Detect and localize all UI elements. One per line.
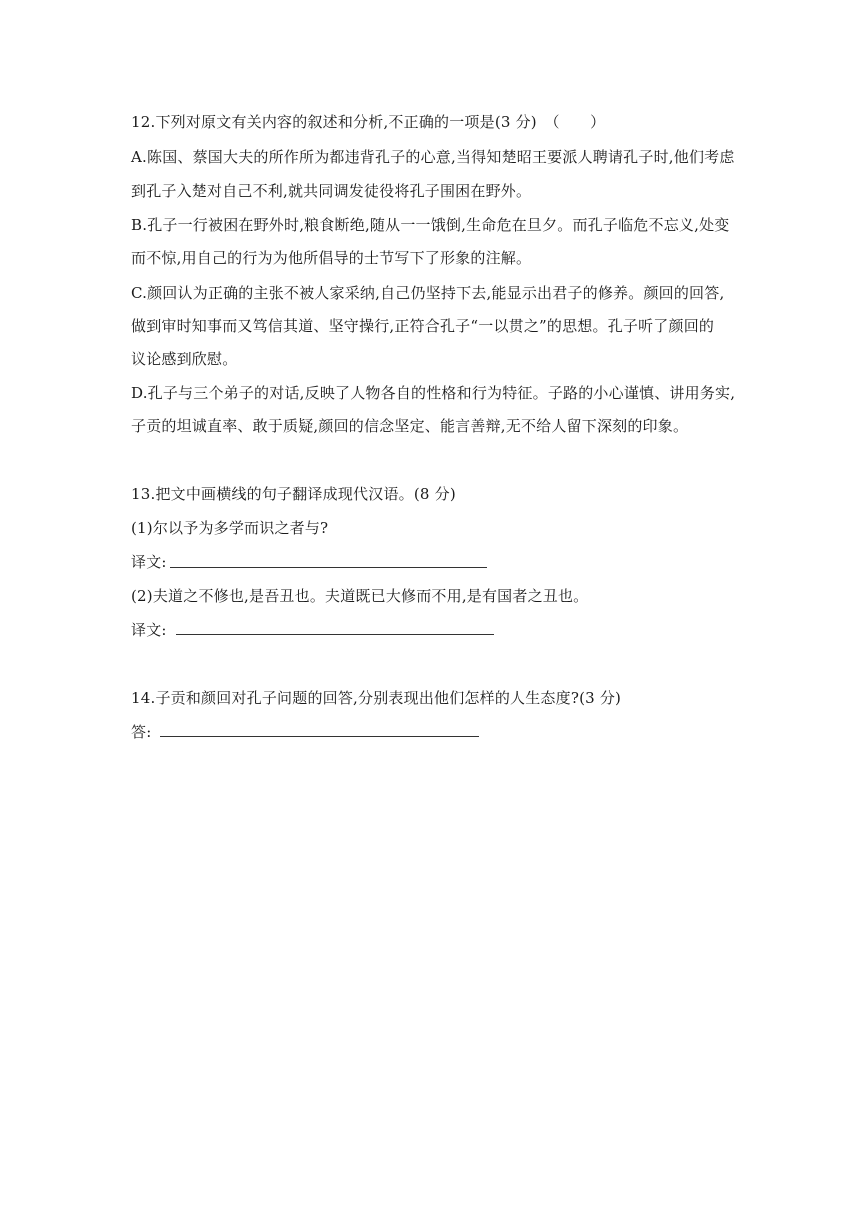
q12-option-d-line2: 子贡的坦诚直率、敢于质疑,颜回的信念坚定、能言善辩,无不给人留下深刻的印象。 xyxy=(131,417,689,435)
q13-answer-line-2[interactable] xyxy=(176,634,494,635)
q13-translation-label-1: 译文: xyxy=(131,553,167,571)
q12-option-a-line1: A.陈国、蔡国大夫的所作所为都违背孔子的心意,当得知楚昭王要派人聘请孔子时,他们考虑 xyxy=(131,148,735,166)
q12-option-b-line1: B.孔子一行被困在野外时,粮食断绝,随从一一饿倒,生命危在旦夕。而孔子临危不忘义,处变 xyxy=(131,216,730,234)
q12-stem: 12.下列对原文有关内容的叙述和分析,不正确的一项是(3 分) （ ） xyxy=(131,113,606,131)
q12-option-c-line1: C.颜回认为正确的主张不被人家采纳,自己仍坚持下去,能显示出君子的修养。颜回的回答, xyxy=(131,284,725,302)
q13-translation-label-2: 译文: xyxy=(131,621,167,639)
q14-stem: 14.子贡和颜回对孔子问题的回答,分别表现出他们怎样的人生态度?(3 分) xyxy=(131,689,622,707)
q12-option-b-line2: 而不惊,用自己的行为为他所倡导的士节写下了形象的注解。 xyxy=(131,249,532,267)
q12-option-a-line2: 到孔子入楚对自己不利,就共同调发徒役将孔子围困在野外。 xyxy=(131,182,532,200)
q12-option-d-line1: D.孔子与三个弟子的对话,反映了人物各自的性格和行为特征。子路的小心谨慎、讲用务实, xyxy=(131,384,736,402)
q13-sentence-2: (2)夫道之不修也,是吾丑也。夫道既已大修而不用,是有国者之丑也。 xyxy=(131,587,589,605)
q14-answer-label: 答: xyxy=(131,723,152,741)
q12-option-c-line3: 议论感到欣慰。 xyxy=(131,350,238,368)
q13-sentence-1: (1)尔以予为多学而识之者与? xyxy=(131,519,329,537)
q12-option-c-line2: 做到审时知事而又笃信其道、坚守操行,正符合孔子“一以贯之”的思想。孔子听了颜回的 xyxy=(131,317,715,335)
q14-answer-line[interactable] xyxy=(160,736,479,737)
q13-stem: 13.把文中画横线的句子翻译成现代汉语。(8 分) xyxy=(131,485,456,503)
q13-answer-line-1[interactable] xyxy=(170,567,487,568)
